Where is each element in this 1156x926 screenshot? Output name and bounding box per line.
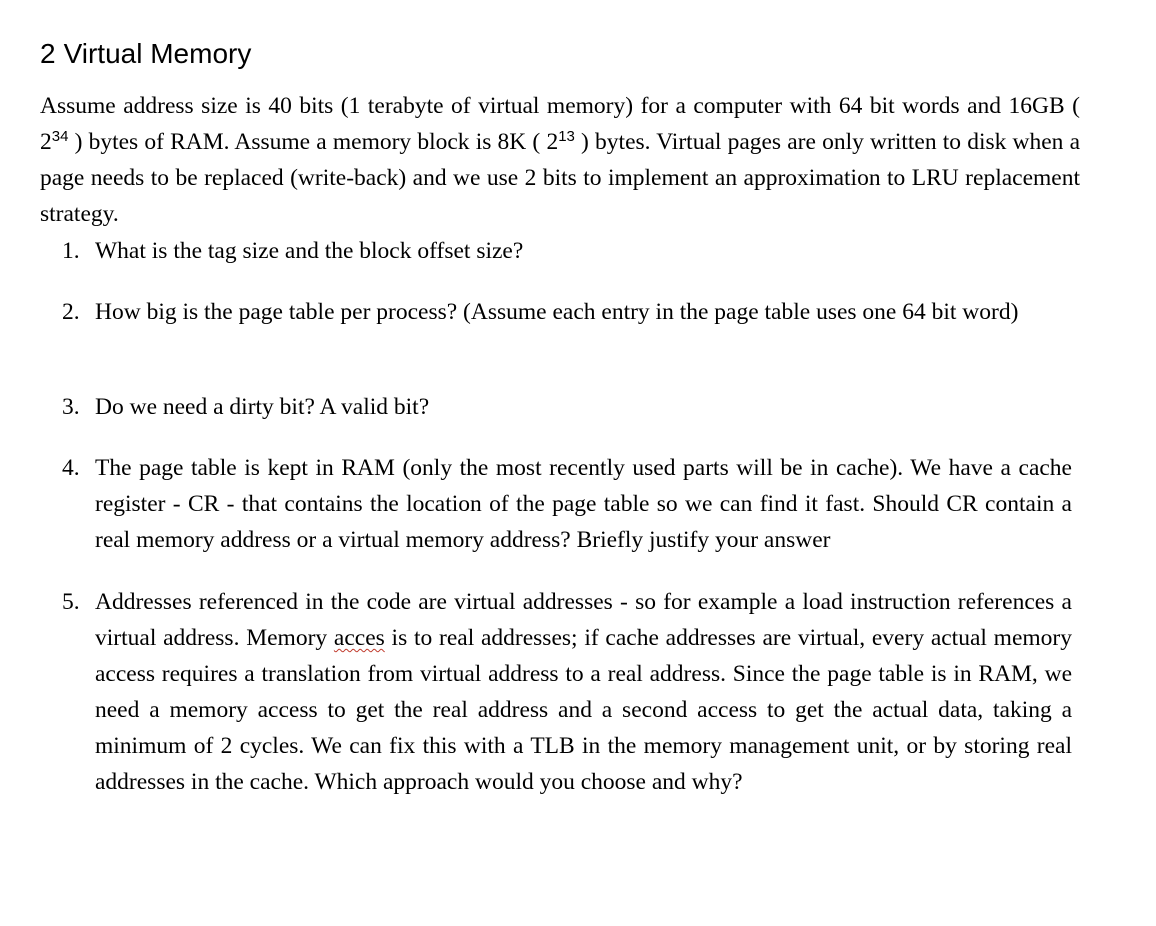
intro-text-2: ) bytes of RAM. Assume a memory block is 8K ( — [74, 129, 541, 155]
ram-size-exponent: 34 — [51, 128, 69, 145]
question-4 — [62, 450, 1072, 558]
misspelled-word: acces — [333, 625, 385, 651]
question-number: 3. — [62, 394, 80, 420]
question-number: 4. — [62, 455, 80, 481]
section-title: Virtual Memory — [63, 38, 252, 69]
question-number: 1. — [62, 238, 80, 264]
question-text: The page table is kept in RAM (only the most recently used parts will be in cache). We have a cache register - CR - that contains the location of the page table so we can find it fast. Should CR contain a real memory address or a virtual memory address? Briefly justify your answer — [95, 455, 1072, 553]
question-text: What is the tag size and the block offset size? — [95, 238, 524, 264]
question-3 — [62, 389, 1072, 425]
intro-text-1: Assume address size is 40 bits (1 terabyte of virtual memory) for a computer with 64 bit words and 16GB ( — [40, 93, 1080, 119]
question-text: How big is the page table per process? (Assume each entry in the page table uses one 64 bit word) — [95, 299, 1019, 325]
question-number: 5. — [62, 589, 80, 615]
question-text-part: is to real addresses; if cache addresses are virtual, every actual memory access requires a translation from virtual address to a real address. Since the page table is in RAM, we need a memory access to get the real address and a second access to get the actual data, taking a minimum of 2 cycles. We can fix this with a TLB in the memory management unit, or by storing real addresses in the cache. Which approach would you choose and why? — [95, 625, 1072, 795]
question-text-part: Addresses referenced in the code are virtual addresses - so for example a load instruction references a virtual address. Memory — [95, 589, 1072, 651]
intro-paragraph — [40, 88, 1080, 232]
section-number: 2 — [40, 38, 56, 69]
question-text: Do we need a dirty bit? A valid bit? — [95, 394, 430, 420]
question-2 — [62, 294, 1072, 330]
question-text — [95, 584, 1072, 800]
question-number: 2. — [62, 299, 80, 325]
question-5 — [62, 584, 1072, 800]
section-heading — [40, 34, 251, 74]
intro-text-3: ) bytes. Virtual pages are only written to disk when a page needs to be replaced (write-back) and we use 2 bits to implement an approximation to LRU replacement strategy. — [40, 129, 1081, 227]
ram-size-base: 2 — [40, 129, 52, 155]
block-size-exponent: 13 — [558, 128, 575, 145]
question-1 — [62, 233, 1072, 269]
block-size-base: 2 — [546, 129, 559, 155]
